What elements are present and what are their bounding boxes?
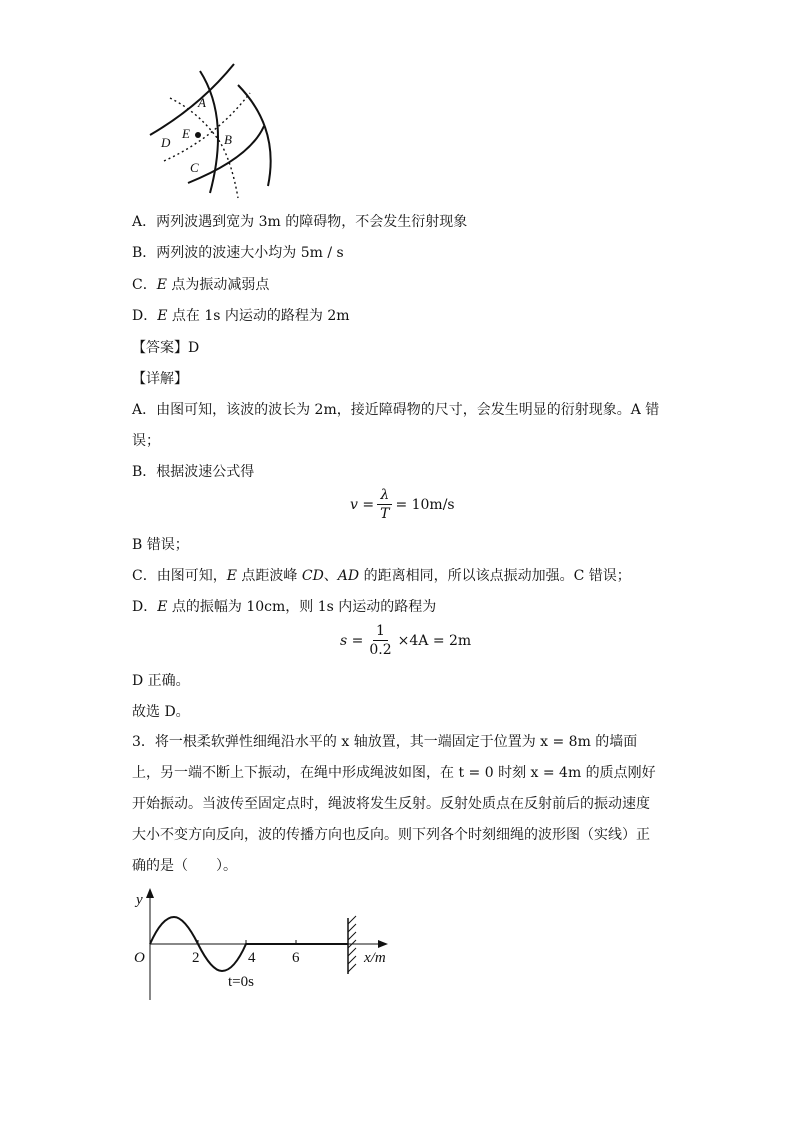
conclusion: 故选 D。 bbox=[132, 704, 190, 720]
wave-interference-figure bbox=[140, 58, 280, 200]
answer: 【答案】D bbox=[132, 340, 200, 356]
option-d: D．E 点在 1s 内运动的路程为 2m bbox=[132, 308, 350, 324]
rope-wave-figure bbox=[128, 884, 398, 1004]
option-a: A．两列波遇到宽为 3m 的障碍物，不会发生衍射现象 bbox=[132, 214, 468, 230]
y-axis-arrow bbox=[146, 888, 154, 898]
formula-v: v = $\frac{\lambda}{T}$ = 10m/s bbox=[350, 487, 455, 522]
label-d: D bbox=[161, 135, 171, 150]
point-e-dot bbox=[195, 132, 201, 138]
tick-label-2: 2 bbox=[192, 950, 200, 966]
wave-crest-arc-4 bbox=[238, 85, 271, 186]
time-label: t=0s bbox=[228, 974, 254, 990]
tick-label-6: 6 bbox=[292, 950, 300, 966]
explain-d-end: D 正确。 bbox=[132, 673, 190, 689]
question-3: 3．将一根柔软弹性细绳沿水平的 x 轴放置，其一端固定于位置为 x = 8m 的墙面上，另一端不断上下振动，在绳中形成绳波如图，在 t = 0 时刻 x = 4m 的质点刚好开始振动。当波传至固定点时，绳波将发生反射。反射处质点在反射前后的振动速度大小不变方向反向，波的传播方向也反向。则下列各个时刻细绳的波形图（实线）正确的是（ ）。 bbox=[132, 734, 656, 874]
explain-b-end: B 错误； bbox=[132, 537, 189, 553]
label-c: C bbox=[190, 160, 199, 175]
explain-c: C．由图可知，E 点距波峰 CD、AD 的距离相同，所以该点振动加强。C 错误； bbox=[132, 568, 631, 584]
explain-title: 【详解】 bbox=[132, 371, 188, 387]
origin-label: O bbox=[134, 950, 145, 966]
x-label: x/m bbox=[364, 950, 386, 966]
option-b: B．两列波的波速大小均为 5m / s bbox=[132, 245, 344, 261]
x-axis-arrow bbox=[378, 940, 388, 948]
wave-trough-arc-1 bbox=[170, 98, 238, 198]
label-a: A bbox=[198, 95, 206, 110]
tick-label-4: 4 bbox=[248, 950, 256, 966]
label-e: E bbox=[182, 126, 190, 141]
wave-trough-arc-2 bbox=[164, 93, 250, 161]
wave-crest-arc-1 bbox=[150, 64, 234, 135]
label-b: B bbox=[224, 132, 232, 147]
formula-s: s = $\frac{1}{0.2}$ ×4A = 2m bbox=[340, 623, 472, 658]
explain-a: A．由图可知，该波的波长为 2m，接近障碍物的尺寸，会发生明显的衍射现象。A 错误； bbox=[132, 402, 660, 449]
explain-b-intro: B．根据波速公式得 bbox=[132, 464, 255, 480]
explain-d: D．E 点的振幅为 10cm，则 1s 内运动的路程为 bbox=[132, 599, 437, 615]
y-label: y bbox=[136, 892, 143, 908]
option-c: C．E 点为振动减弱点 bbox=[132, 277, 270, 293]
